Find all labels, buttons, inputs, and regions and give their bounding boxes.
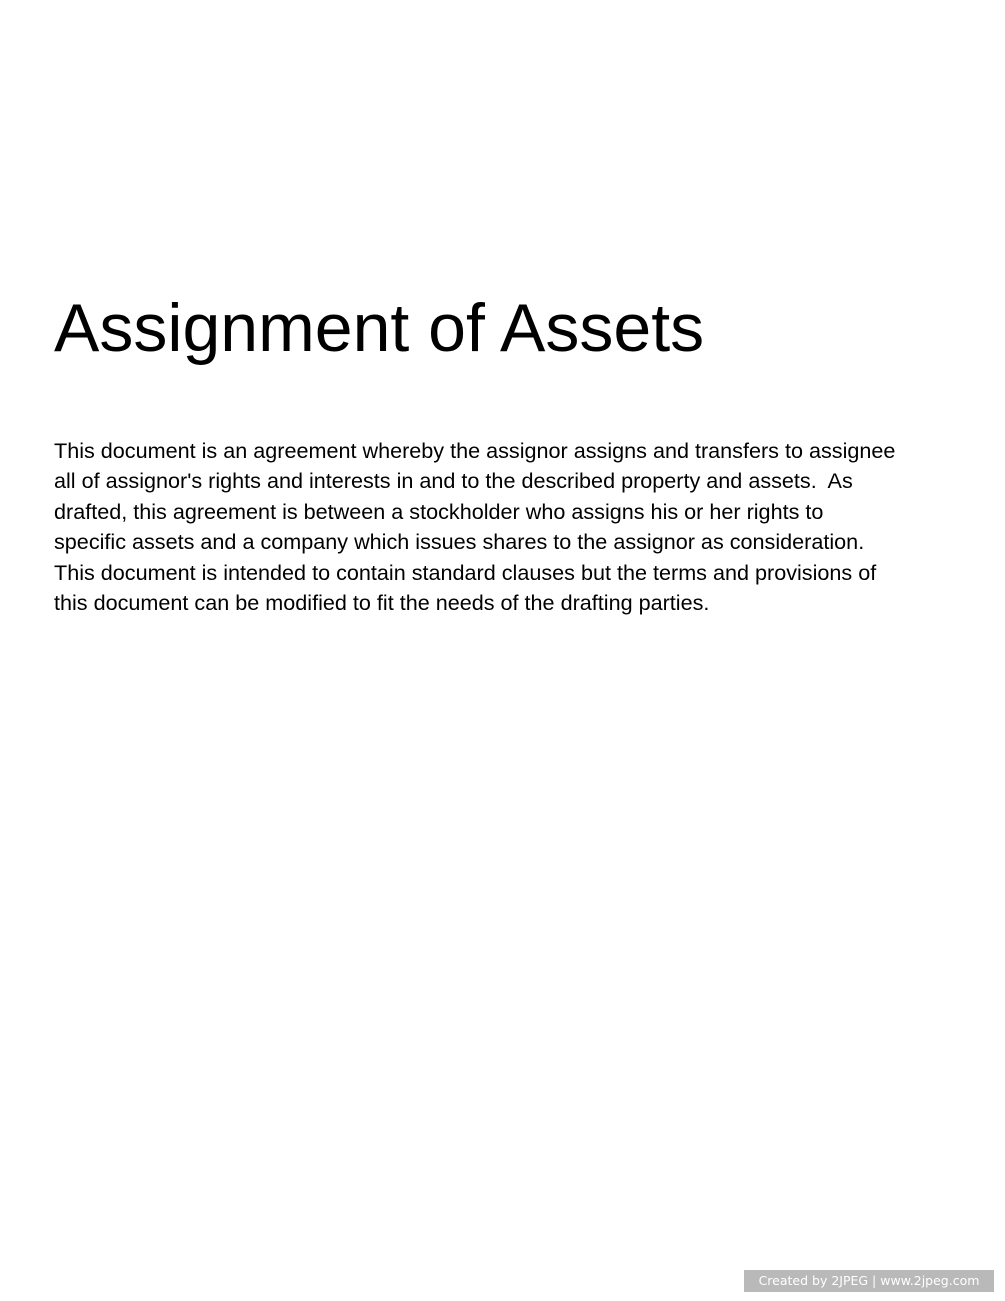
description-line: this document can be modified to fit the needs of the drafting parties.	[54, 590, 710, 616]
document-title: Assignment of Assets	[54, 290, 705, 366]
description-line: drafted, this agreement is between a stockholder who assigns his or her rights to	[54, 498, 824, 524]
watermark-label: Created by 2JPEG | www.2jpeg.com	[744, 1270, 994, 1292]
document-description	[54, 436, 994, 618]
description-line: This document is an agreement whereby the assignor assigns and transfers to assignee	[54, 438, 896, 463]
description-line: This document is intended to contain standard clauses but the terms and provisions of	[54, 559, 877, 585]
description-line: specific assets and a company which issues shares to the assignor as consideration.	[54, 529, 865, 555]
description-line: all of assignor's rights and interests in and to the described property and assets. As	[54, 468, 853, 494]
